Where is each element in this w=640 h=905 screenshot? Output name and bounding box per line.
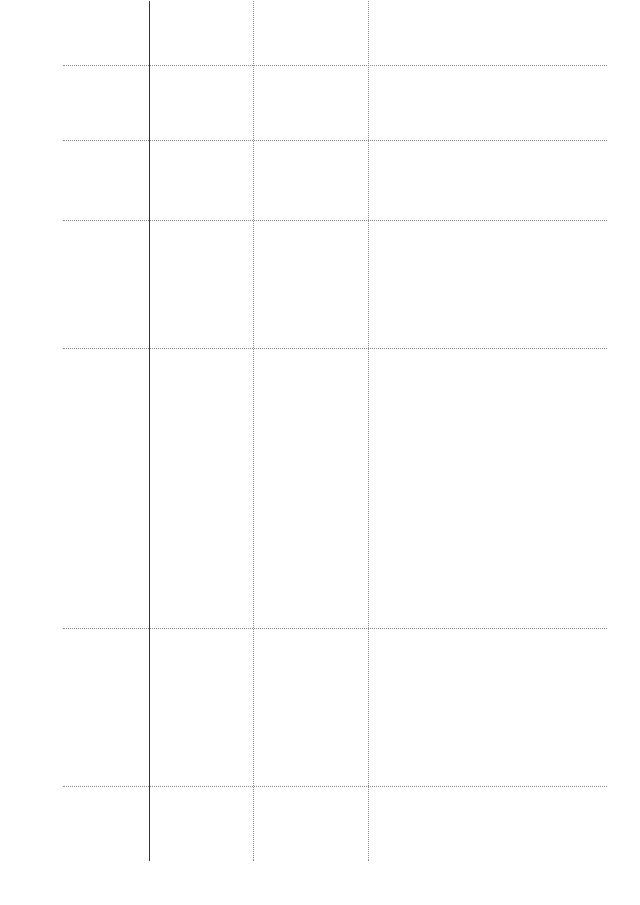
row-divider [368, 1, 369, 861]
header-divider [149, 1, 150, 861]
row-divider [253, 1, 254, 861]
rotated-page [63, 0, 607, 861]
drug-table [63, 1, 607, 861]
column-divider [63, 348, 607, 349]
column-divider [63, 220, 607, 221]
column-divider [63, 628, 607, 629]
column-divider [63, 140, 607, 141]
column-divider [63, 65, 607, 66]
column-divider [63, 786, 607, 787]
